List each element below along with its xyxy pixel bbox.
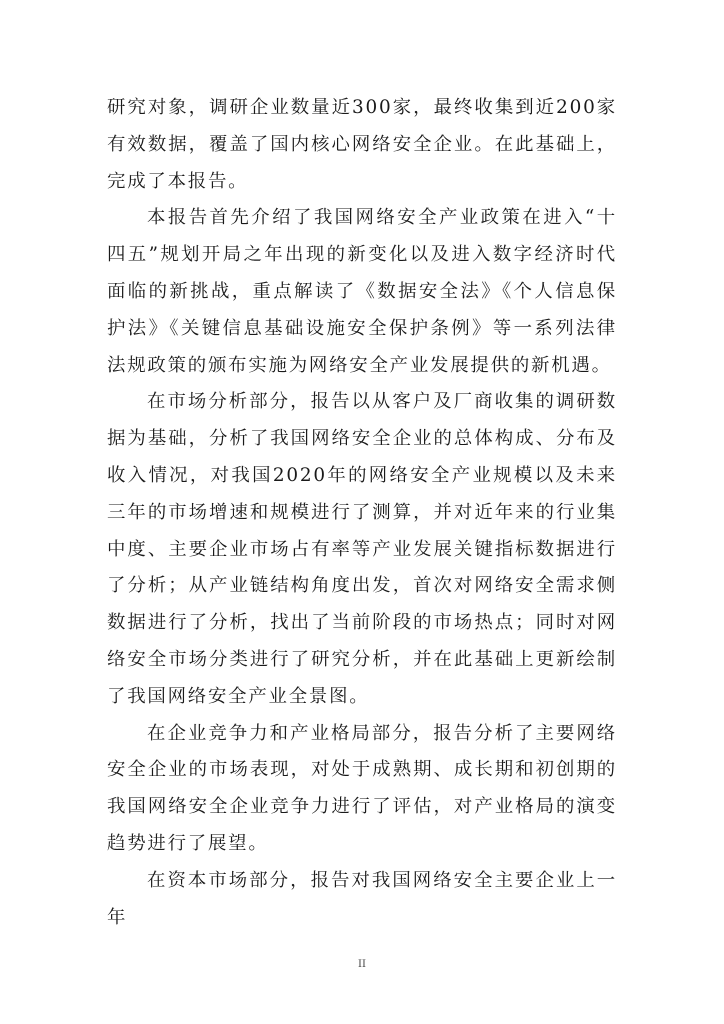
paragraph-3: 在市场分析部分，报告以从客户及厂商收集的调研数据为基础，分析了我国网络安全企业的总体构成、分布及收入情况，对我国2020年的网络安全产业规模以及未来三年的市场增速和规模进行了测算，并对近年来的行业集中度、主要企业市场占有率等产业发展关键指标数据进行了分析；从产业链结构角度出发，首次对网络安全需求侧数据进行了分析，找出了当前阶段的市场热点；同时对网络安全市场分类进行了研究分析，并在此基础上更新绘制了我国网络安全产业全景图。 <box>107 391 617 707</box>
paragraph-2: 本报告首先介绍了我国网络安全产业政策在进入“十四五”规划开局之年出现的新变化以及进入数字经济时代面临的新挑战，重点解读了《数据安全法》《个人信息保护法》《关键信息基础设施安全保护条例》等一系列法律法规政策的颁布实施为网络安全产业发展提供的新机遇。 <box>107 207 617 376</box>
paragraph-5: 在资本市场部分，报告对我国网络安全主要企业上一年 <box>107 869 617 928</box>
page-number: II <box>358 959 366 970</box>
paragraph-4: 在企业竞争力和产业格局部分，报告分析了主要网络安全企业的市场表现，对处于成熟期、成长期和初创期的我国网络安全企业竞争力进行了评估，对产业格局的演变趋势进行了展望。 <box>107 722 617 854</box>
paragraph-1: 研究对象，调研企业数量近300家，最终收集到近200家有效数据，覆盖了国内核心网络安全企业。在此基础上，完成了本报告。 <box>107 97 617 192</box>
body-text <box>107 90 617 936</box>
